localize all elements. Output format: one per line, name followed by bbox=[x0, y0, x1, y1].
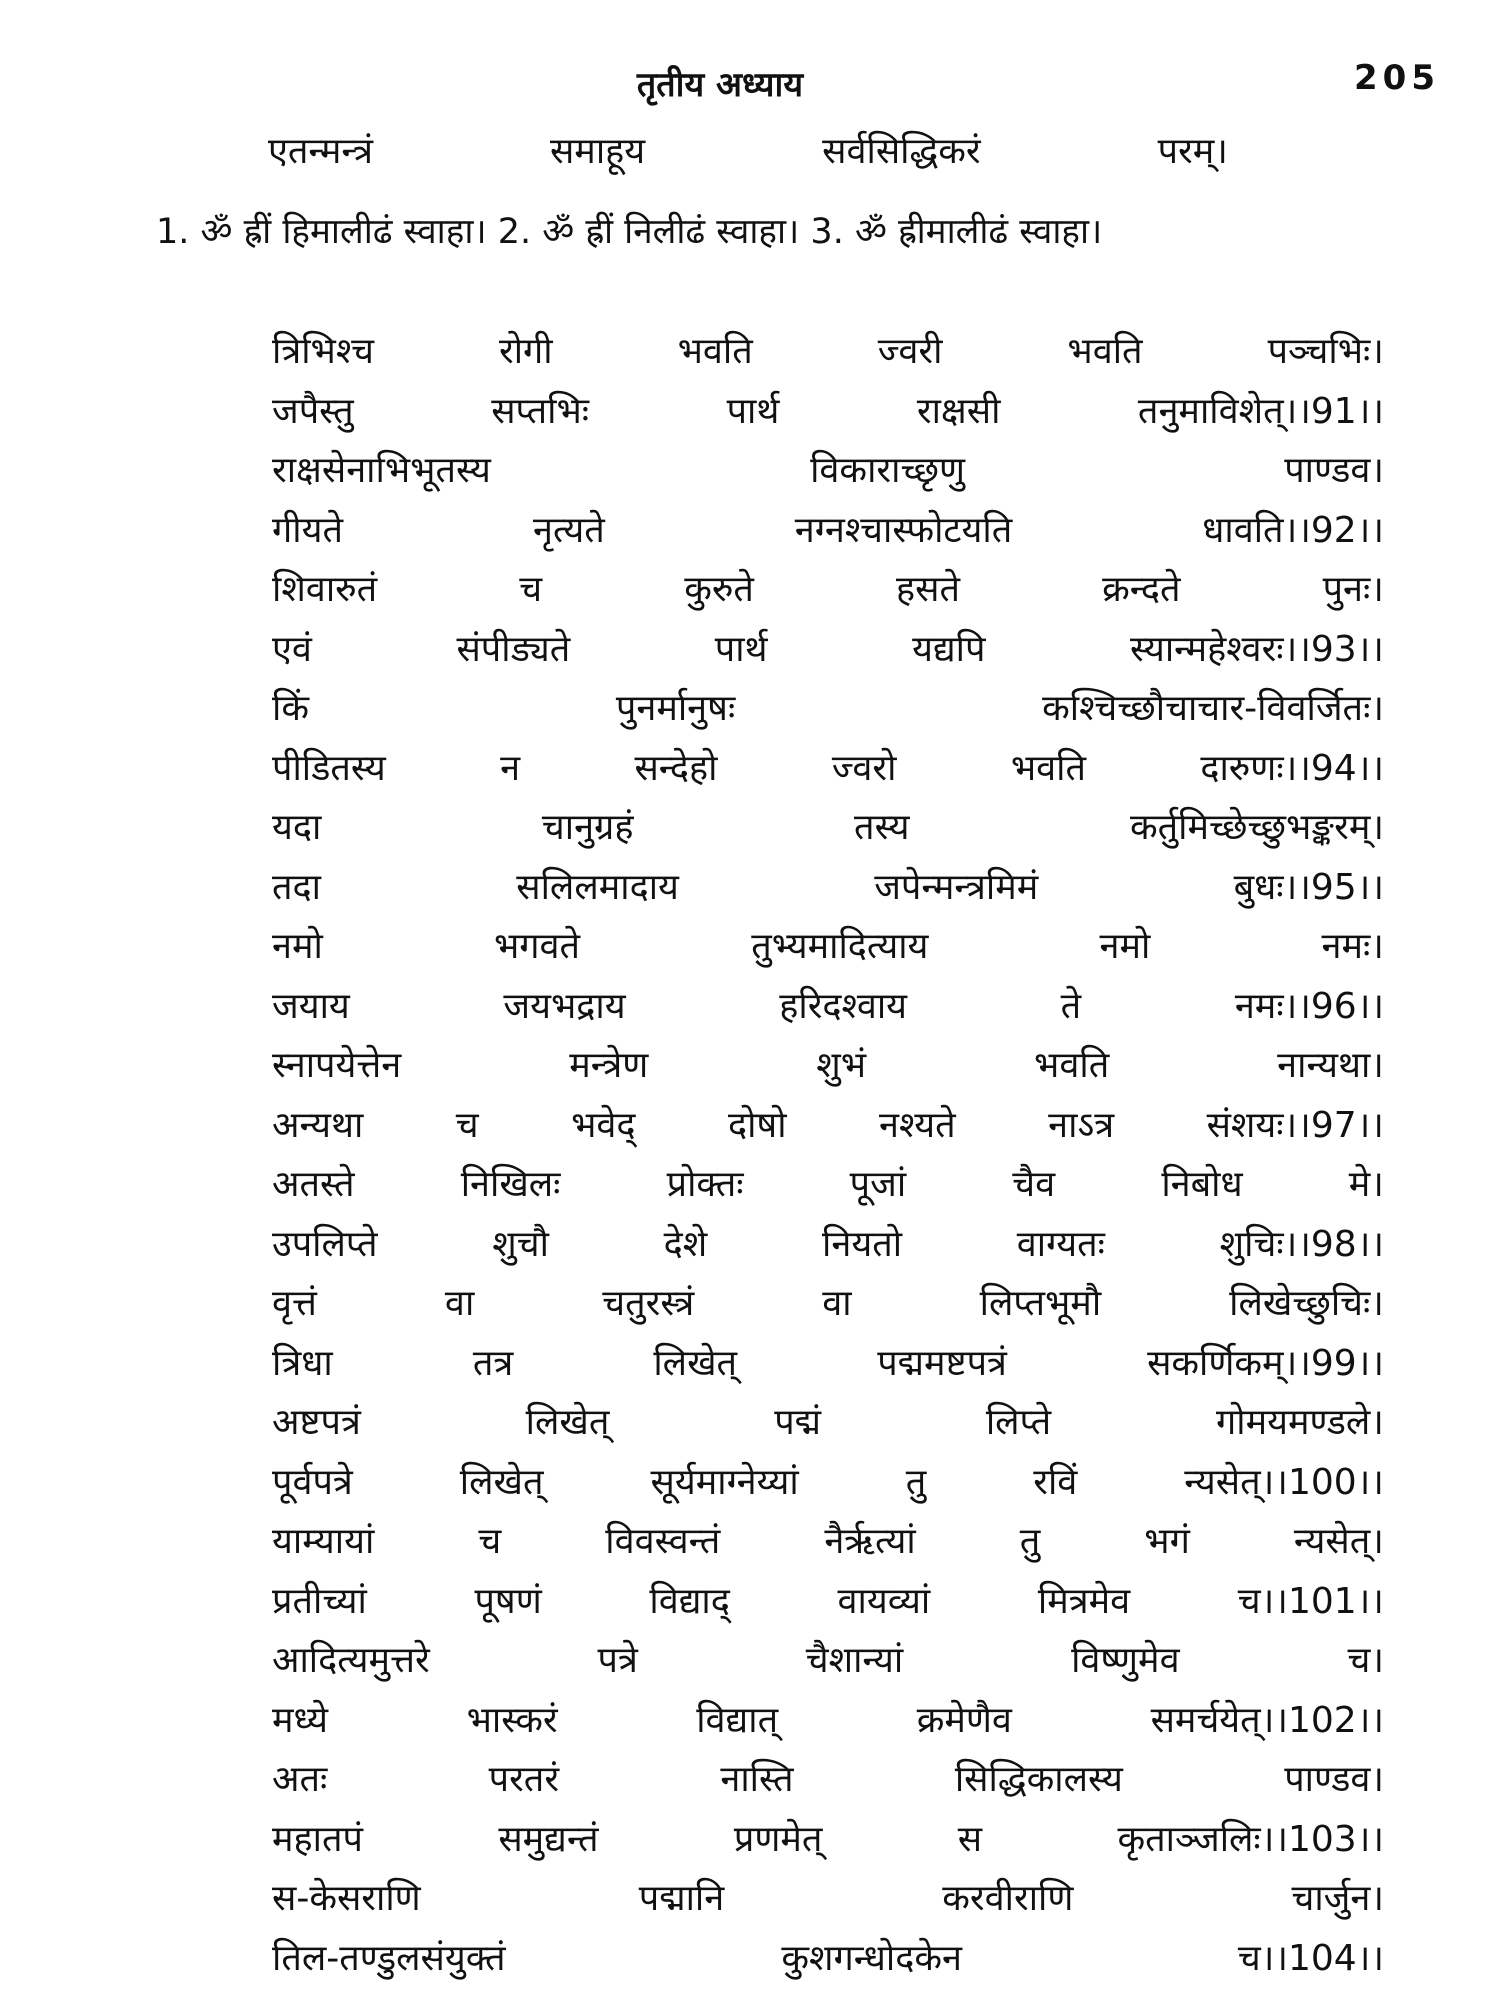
verse-word: त्रिभिश्च bbox=[272, 331, 374, 372]
verse-word: सन्देहो bbox=[634, 747, 718, 789]
verse-word: वायव्यां bbox=[837, 1580, 931, 1622]
verse-word: कृताञ्जलिः।।103।। bbox=[1117, 1818, 1384, 1860]
verse-line bbox=[272, 1277, 1384, 1337]
verse-word: ज्वरो bbox=[831, 747, 897, 789]
verse-word: देशे bbox=[663, 1223, 708, 1265]
verse-word: नग्नश्चास्फोटयति bbox=[794, 509, 1013, 551]
verse-line bbox=[272, 325, 1384, 385]
verse-word: च।।104।। bbox=[1237, 1937, 1384, 1979]
verse-word: प्रतीच्यां bbox=[272, 1580, 367, 1622]
verse-word: मित्रमेव bbox=[1037, 1580, 1131, 1622]
verse-word: निखिलः bbox=[460, 1164, 561, 1205]
verse-word: विवस्वन्तं bbox=[605, 1521, 721, 1562]
verse-word: च। bbox=[1347, 1640, 1384, 1681]
verse-word: कश्चिच्छौचाचार-विवर्जितः। bbox=[1042, 688, 1384, 729]
verse-word: शुचौ bbox=[492, 1223, 549, 1265]
verse-word: स bbox=[957, 1818, 983, 1860]
verse-word: वृत्तं bbox=[272, 1283, 317, 1324]
verse-word: दारुणः।।94।। bbox=[1200, 747, 1384, 789]
verse-word: त्रिधा bbox=[272, 1342, 333, 1384]
verse-word: पूषणं bbox=[474, 1580, 542, 1622]
verse-word: गोमयमण्डले। bbox=[1216, 1402, 1384, 1443]
verse-word: पुनर्मानुषः bbox=[615, 688, 736, 729]
verse-word: मध्ये bbox=[272, 1699, 328, 1741]
verse-word: सप्तभिः bbox=[491, 390, 590, 432]
verse-word: सर्वसिद्धिकरं bbox=[822, 131, 981, 172]
verse-word: लिप्तभूमौ bbox=[979, 1283, 1102, 1324]
verse-block bbox=[272, 325, 1384, 1991]
verse-word: पद्ममष्टपत्रं bbox=[877, 1342, 1007, 1384]
verse-word: शुचिः।।98।। bbox=[1219, 1223, 1384, 1265]
verse-line bbox=[272, 563, 1384, 623]
verse-word: विकाराच्छृणु bbox=[810, 450, 965, 491]
verse-word: न्यसेत्।।100।। bbox=[1184, 1461, 1384, 1503]
verse-word: किं bbox=[272, 688, 309, 729]
verse-word: चैशान्यां bbox=[805, 1640, 904, 1681]
verse-word: चतुरस्त्रं bbox=[602, 1283, 695, 1324]
verse-word: न्यसेत्। bbox=[1293, 1521, 1384, 1562]
verse-word: एवं bbox=[272, 628, 312, 670]
verse-word: शुभं bbox=[816, 1045, 867, 1086]
verse-word: गीयते bbox=[272, 509, 343, 551]
verse-word: वाग्यतः bbox=[1016, 1223, 1105, 1265]
verse-word: राक्षसेनाभिभूतस्य bbox=[272, 450, 491, 491]
verse-word: कर्तुमिच्छेच्छुभङ्करम्। bbox=[1130, 807, 1384, 848]
verse-line bbox=[272, 1039, 1384, 1099]
verse-word: भवेद् bbox=[571, 1104, 636, 1146]
verse-word: च bbox=[455, 1104, 479, 1146]
verse-word: मे। bbox=[1348, 1164, 1384, 1205]
verse-line bbox=[272, 980, 1384, 1040]
verse-word: जपेन्मन्त्रमिमं bbox=[874, 866, 1039, 908]
verse-word: समाहूय bbox=[549, 131, 646, 172]
page-number: 205 bbox=[1354, 58, 1440, 98]
verse-line bbox=[272, 444, 1384, 504]
verse-word: कुशगन्धोदकेन bbox=[781, 1937, 962, 1979]
verse-word: अतस्ते bbox=[272, 1164, 355, 1205]
verse-word: राक्षसी bbox=[916, 390, 1001, 432]
verse-word: तदा bbox=[272, 866, 321, 908]
verse-word: यद्यपि bbox=[912, 628, 986, 670]
verse-word: पीडितस्य bbox=[272, 747, 386, 789]
verse-word: समर्चयेत्।।102।। bbox=[1150, 1699, 1384, 1741]
verse-word: तुभ्यमादित्याय bbox=[751, 926, 929, 967]
verse-word: पुनः। bbox=[1322, 569, 1384, 610]
verse-word: बुधः।।95।। bbox=[1233, 866, 1384, 908]
verse-word: महातपं bbox=[272, 1818, 363, 1860]
verse-line bbox=[272, 1099, 1384, 1159]
verse-word: विद्यात् bbox=[696, 1699, 779, 1741]
verse-word: आदित्यमुत्तरे bbox=[272, 1640, 430, 1681]
verse-word: च bbox=[519, 569, 543, 610]
verse-word: स्नापयेत्तेन bbox=[272, 1045, 402, 1086]
verse-word: जपैस्तु bbox=[272, 390, 354, 432]
verse-word: पञ्चभिः। bbox=[1267, 331, 1384, 372]
verse-word: पाण्डव। bbox=[1284, 450, 1384, 491]
verse-word: तु bbox=[1019, 1521, 1041, 1562]
verse-word: ते bbox=[1060, 985, 1082, 1027]
verse-word: सलिलमादाय bbox=[516, 866, 679, 908]
verse-word: लिखेत् bbox=[459, 1461, 544, 1503]
verse-word: उपलिप्ते bbox=[272, 1223, 378, 1265]
verse-word: स्यान्महेश्वरः।।93।। bbox=[1129, 628, 1384, 670]
verse-word: पाण्डव। bbox=[1284, 1759, 1384, 1800]
verse-word: प्रणमेत् bbox=[733, 1818, 823, 1860]
verse-word: नमः।।96।। bbox=[1234, 985, 1384, 1027]
verse-line bbox=[272, 1158, 1384, 1218]
verse-word: संशयः।।97।। bbox=[1206, 1104, 1384, 1146]
verse-line bbox=[272, 504, 1384, 564]
verse-word: ज्वरी bbox=[877, 331, 943, 372]
verse-word: पद्मानि bbox=[638, 1878, 725, 1919]
verse-word: तनुमाविशेत्।।91।। bbox=[1137, 390, 1384, 432]
verse-line bbox=[272, 1218, 1384, 1278]
verse-line bbox=[272, 1396, 1384, 1456]
verse-word: लिखेत् bbox=[653, 1342, 738, 1384]
verse-word: नैर्ऋत्यां bbox=[824, 1521, 916, 1562]
verse-line bbox=[272, 1456, 1384, 1516]
verse-word: रविं bbox=[1033, 1461, 1078, 1503]
verse-word: विष्णुमेव bbox=[1071, 1640, 1180, 1681]
verse-line bbox=[272, 682, 1384, 742]
verse-word: सूर्यमाग्नेय्यां bbox=[650, 1461, 799, 1503]
verse-line bbox=[272, 1634, 1384, 1694]
verse-line bbox=[272, 861, 1384, 921]
verse-word: तस्य bbox=[854, 807, 910, 848]
verse-word: वा bbox=[822, 1283, 852, 1324]
verse-line bbox=[272, 801, 1384, 861]
verse-word: विद्याद् bbox=[649, 1580, 730, 1622]
verse-word: जयाय bbox=[272, 985, 350, 1027]
verse-word: पत्रे bbox=[597, 1640, 638, 1681]
verse-word: समुद्यन्तं bbox=[498, 1818, 599, 1860]
verse-word: पूजां bbox=[849, 1164, 907, 1205]
verse-word: चैव bbox=[1012, 1164, 1056, 1205]
verse-word: चार्जुन। bbox=[1291, 1878, 1384, 1919]
verse-word: सकर्णिकम्।।99।। bbox=[1147, 1342, 1384, 1384]
verse-word: यदा bbox=[272, 807, 322, 848]
verse-line bbox=[272, 1872, 1384, 1932]
verse-word: लिप्ते bbox=[985, 1402, 1052, 1443]
verse-word: नमो bbox=[1099, 926, 1151, 967]
verse-word: एतन्मन्त्रं bbox=[268, 131, 373, 172]
chapter-title: तृतीय अध्याय bbox=[636, 65, 804, 105]
verse-word: जयभद्राय bbox=[503, 985, 626, 1027]
verse-word: भवति bbox=[1067, 331, 1143, 372]
verse-word: परम्। bbox=[1157, 131, 1228, 172]
verse-word: नश्यते bbox=[879, 1104, 956, 1146]
verse-line bbox=[272, 1575, 1384, 1635]
verse-word: भास्करं bbox=[466, 1699, 558, 1741]
verse-word: लिखेच्छुचिः। bbox=[1229, 1283, 1384, 1324]
verse-word: तु bbox=[905, 1461, 927, 1503]
verse-word: नियतो bbox=[822, 1223, 903, 1265]
verse-word: पूर्वपत्रे bbox=[272, 1461, 353, 1503]
verse-word: परतरं bbox=[488, 1759, 560, 1800]
verse-word: हरिदश्वाय bbox=[779, 985, 908, 1027]
verse-word: भगवते bbox=[493, 926, 581, 967]
verse-word: च।।101।। bbox=[1237, 1580, 1384, 1622]
verse-word: सिद्धिकालस्य bbox=[954, 1759, 1123, 1800]
verse-line bbox=[272, 1813, 1384, 1873]
verse-line bbox=[272, 1753, 1384, 1813]
verse-word: मन्त्रेण bbox=[569, 1045, 649, 1086]
verse-word: नृत्यते bbox=[532, 509, 605, 551]
verse-word: पद्मं bbox=[774, 1402, 822, 1443]
verse-word: लिखेत् bbox=[525, 1402, 610, 1443]
verse-word: तिल-तण्डुलसंयुक्तं bbox=[272, 1937, 506, 1979]
verse-line bbox=[272, 1337, 1384, 1397]
verse-word: भवति bbox=[1010, 747, 1086, 789]
verse-word: न bbox=[500, 747, 521, 789]
verse-word: क्रन्दते bbox=[1102, 569, 1181, 610]
verse-line bbox=[272, 385, 1384, 445]
verse-word: भगं bbox=[1144, 1521, 1190, 1562]
verse-word: अन्यथा bbox=[272, 1104, 364, 1146]
verse-word: कुरुते bbox=[684, 569, 754, 610]
verse-word: भवति bbox=[1034, 1045, 1110, 1086]
verse-line bbox=[272, 1515, 1384, 1575]
verse-word: तत्र bbox=[472, 1342, 514, 1384]
verse-word: याम्यायां bbox=[272, 1521, 375, 1562]
verse-word: दोषो bbox=[727, 1104, 787, 1146]
verse-line bbox=[272, 1694, 1384, 1754]
verse-word: अतः bbox=[272, 1759, 328, 1800]
verse-word: च bbox=[478, 1521, 502, 1562]
verse-word: प्रोक्तः bbox=[666, 1164, 744, 1205]
verse-line bbox=[272, 742, 1384, 802]
verse-word: नमो bbox=[272, 926, 323, 967]
verse-word: अष्टपत्रं bbox=[272, 1402, 361, 1443]
verse-word: शिवारुतं bbox=[272, 569, 378, 610]
verse-line bbox=[272, 920, 1384, 980]
verse-word: नमः। bbox=[1321, 926, 1384, 967]
verse-word: पार्थ bbox=[714, 628, 768, 670]
verse-word: करवीराणि bbox=[942, 1878, 1074, 1919]
verse-line bbox=[272, 1932, 1384, 1992]
verse-line bbox=[272, 623, 1384, 683]
verse-word: निबोध bbox=[1161, 1164, 1243, 1205]
verse-word: भवति bbox=[677, 331, 753, 372]
verse-word: क्रमेणैव bbox=[916, 1699, 1012, 1741]
verse-word: धावति।।92।। bbox=[1202, 509, 1384, 551]
verse-word: हसते bbox=[896, 569, 960, 610]
intro-verse-line bbox=[268, 125, 1228, 174]
verse-word: नास्ति bbox=[720, 1759, 794, 1800]
verse-word: स-केसराणि bbox=[272, 1878, 421, 1919]
mantra-paragraph: 1. ॐ ह्रीं हिमालीढं स्वाहा। 2. ॐ ह्रीं निलीढं स्वाहा। 3. ॐ ह्रीमालीढं स्वाहा। bbox=[156, 212, 1103, 252]
verse-word: चानुग्रहं bbox=[541, 807, 634, 848]
verse-word: नाऽत्र bbox=[1048, 1104, 1115, 1146]
verse-word: रोगी bbox=[498, 331, 553, 372]
verse-word: पार्थ bbox=[726, 390, 780, 432]
verse-word: संपीड्यते bbox=[456, 628, 571, 670]
verse-word: वा bbox=[444, 1283, 475, 1324]
verse-word: नान्यथा। bbox=[1277, 1045, 1384, 1086]
